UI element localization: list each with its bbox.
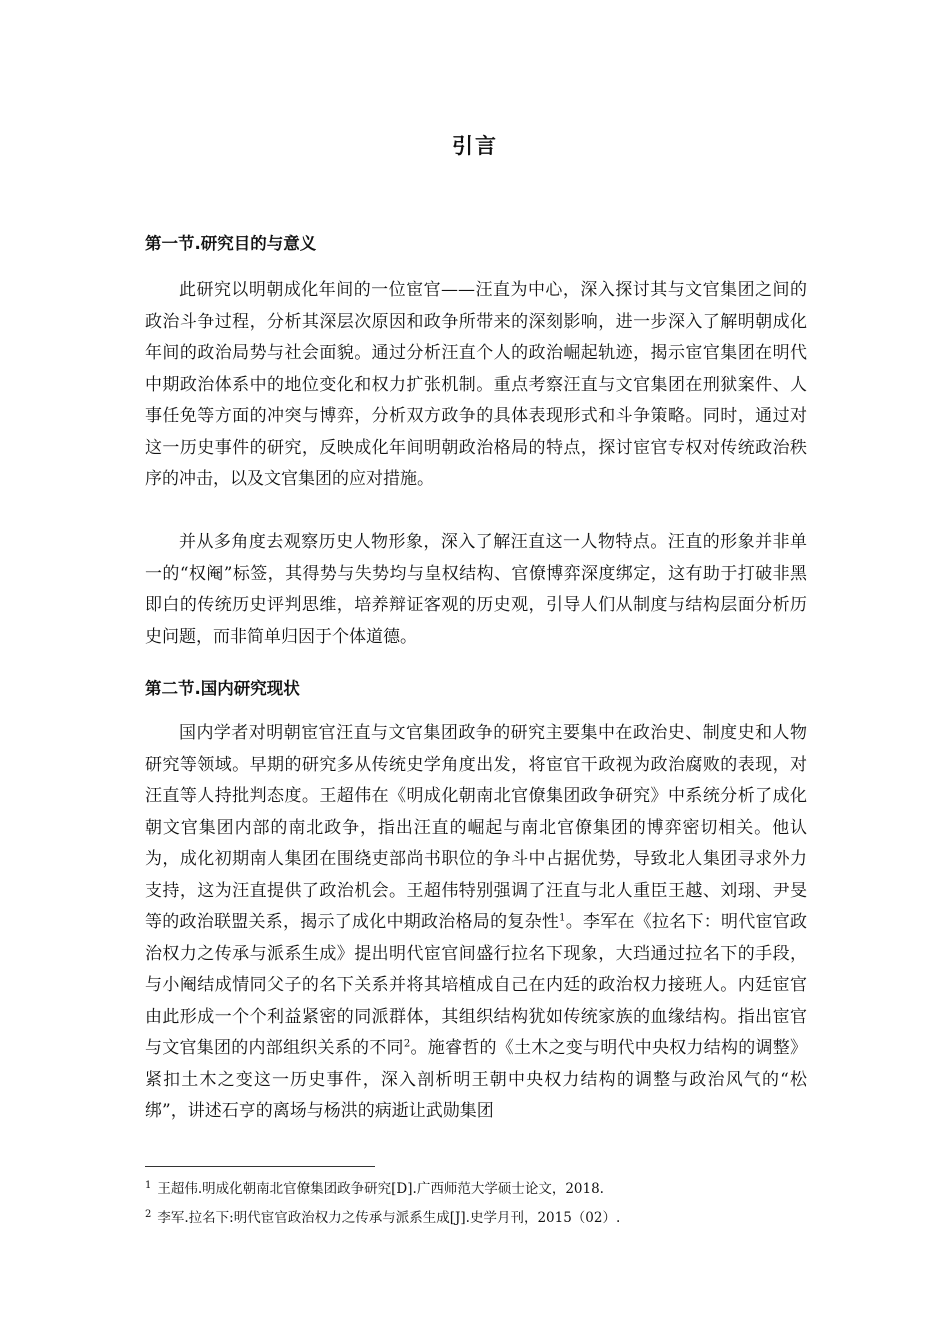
paragraph-text-part: 。施睿哲的《土木之变与明代中央权力结构的调整》紧扣土木之变这一历史事件，深入剖析明王朝中央权力结构的调整与政治风气的“松绑”，讲述石亨的离场与杨洪的病逝让武勋集团: [145, 1038, 808, 1121]
footnote-mark: 1: [145, 1179, 152, 1191]
page-title: 引言: [452, 134, 498, 158]
footnote-text: 李军.拉名下:明代宦官政治权力之传承与派系生成[J].史学月刊，2015（02）.: [157, 1210, 621, 1226]
footnote-reference-2[interactable]: 2: [403, 1038, 411, 1050]
section-heading-research-purpose: 第一节.研究目的与意义: [145, 234, 317, 253]
footnote-reference-1[interactable]: 1: [559, 912, 566, 924]
paragraph-text-part: 。李军在《拉名下：明代宦官政治权力之传承与派系生成》提出明代宦官间盛行拉名下现象，大珰通过拉名下的手段，与小阉结成情同父子的名下关系并将其培植成自己在内廷的政治权力接班人。内廷宦官由此形成一个个利益紧密的同派群体，其组织结构犹如传统家族的血缘结构。指出宦官与文官集团的内部组织关系的不同: [145, 912, 807, 1058]
paragraph-domestic-research: [145, 718, 807, 1128]
paragraph-research-purpose-1: 此研究以明朝成化年间的一位宦官——汪直为中心，深入探讨其与文官集团之间的政治斗争过程，分析其深层次原因和政争所带来的深刻影响，进一步深入了解明朝成化年间的政治局势与社会面貌。通过分析汪直个人的政治崛起轨迹，揭示宦官集团在明代中期政治体系中的地位变化和权力扩张机制。重点考察汪直与文官集团在刑狱案件、人事任免等方面的冲突与博弈，分析双方政争的具体表现形式和斗争策略。同时，通过对这一历史事件的研究，反映成化年间明朝政治格局的特点，探讨宦官专权对传统政治秩序的冲击，以及文官集团的应对措施。: [145, 280, 807, 489]
footnote-text: 王超伟.明成化朝南北官僚集团政争研究[D].广西师范大学硕士论文，2018.: [157, 1181, 604, 1197]
paragraph-text-part: 国内学者对明朝宦官汪直与文官集团政争的研究主要集中在政治史、制度史和人物研究等领域。早期的研究多从传统史学角度出发，将宦官干政视为政治腐败的表现，对汪直等人持批判态度。王超伟在《明成化朝南北官僚集团政争研究》中系统分析了成化朝文官集团内部的南北政争，指出汪直的崛起与南北官僚集团的博弈密切相关。他认为，成化初期南人集团在围绕吏部尚书职位的争斗中占据优势，导致北人集团寻求外力支持，这为汪直提供了政治机会。王超伟特别强调了汪直与北人重臣王越、刘珝、尹旻等的政治联盟关系，揭示了成化中期政治格局的复杂性: [145, 723, 807, 932]
section-heading-domestic-research: 第二节.国内研究现状: [145, 679, 300, 698]
footnote-divider: [145, 1166, 375, 1167]
footnote-2: [145, 1208, 620, 1228]
footnote-1: [145, 1179, 604, 1199]
paragraph-research-purpose-2: 并从多角度去观察历史人物形象，深入了解汪直这一人物特点。汪直的形象并非单一的“权阉”标签，其得势与失势均与皇权结构、官僚博弈深度绑定，这有助于打破非黑即白的传统历史评判思维，培养辩证客观的历史观，引导人们从制度与结构层面分析历史问题，而非简单归因于个体道德。: [145, 532, 807, 647]
footnote-mark: 2: [145, 1208, 152, 1220]
